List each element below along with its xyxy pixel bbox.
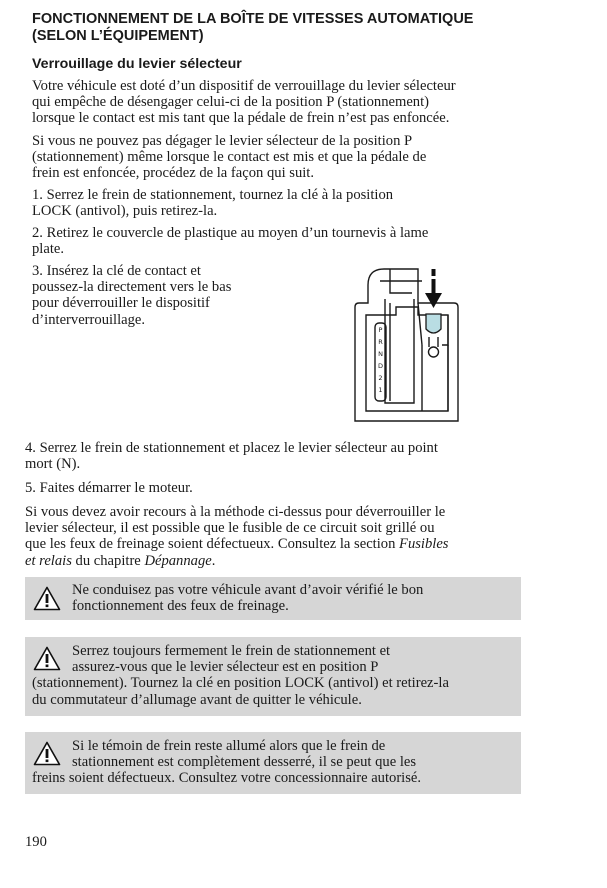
text-run: que les feux de freinage soient défectueux. Consultez la section (25, 536, 400, 553)
text-line: lorsque le contact est mis tant que la pédale de frein n’est pas enfoncée. (32, 110, 450, 127)
page-number: 190 (25, 834, 47, 850)
text-line: 1. Serrez le frein de stationnement, tournez la clé à la position (32, 187, 394, 203)
title-line: FONCTIONNEMENT DE LA BOÎTE DE VITESSES AUTOMATIQUE (32, 11, 474, 27)
gear-shifter-illustration (352, 263, 464, 425)
step-5 (25, 480, 193, 496)
section-reference: Fusibles (399, 536, 449, 553)
text-line: 4. Serrez le frein de stationnement et placez le levier sélecteur au point (25, 440, 438, 456)
warning-text (32, 643, 449, 708)
text-run: . (211, 552, 216, 569)
warning-box (25, 732, 521, 794)
warning-box (25, 577, 521, 620)
text-line (25, 553, 449, 569)
warning-box (25, 637, 521, 716)
text-line: 5. Faites démarrer le moteur. (25, 480, 193, 496)
section-subtitle: Verrouillage du levier sélecteur (32, 56, 242, 72)
gear-letter: D (377, 362, 384, 370)
text-line: plate. (32, 241, 65, 258)
gear-letter: P (378, 326, 383, 334)
text-line: Serrez toujours fermement le frein de stationnement et (72, 643, 391, 659)
text-line: pour déverrouiller le dispositif (32, 295, 210, 312)
text-run: du chapitre (71, 552, 145, 569)
text-line (25, 536, 449, 552)
text-line: (stationnement). Tournez la clé en position LOCK (antivol) et retirez-la (32, 675, 449, 692)
text-line: Votre véhicule est doté d’un dispositif de verrouillage du levier sélecteur (32, 78, 456, 94)
key-icon (426, 314, 441, 333)
text-line: poussez-la directement vers le bas (32, 279, 232, 296)
step-4 (25, 440, 438, 472)
gear-letter: N (378, 350, 383, 358)
section-reference: et relais (25, 552, 72, 569)
step-3 (32, 263, 231, 328)
text-line: Ne conduisez pas votre véhicule avant d’avoir vérifié le bon (72, 582, 424, 598)
text-line: (stationnement) même lorsque le contact est mis et que la pédale de (32, 149, 427, 166)
page-title (32, 11, 572, 45)
gear-letter: 1 (378, 386, 383, 394)
text-line: Si vous ne pouvez pas dégager le levier sélecteur de la position P (32, 133, 413, 149)
text-line: Si vous devez avoir recours à la méthode ci-dessus pour déverrouiller le (25, 504, 446, 520)
text-line: du commutateur d’allumage avant de quitter le véhicule. (32, 691, 362, 708)
warning-text (32, 582, 423, 614)
fuse-paragraph (25, 504, 449, 569)
text-line: freins soient défectueux. Consultez votre concessionnaire autorisé. (32, 770, 422, 787)
text-line: stationnement est complètement desserré, il se peut que les (72, 754, 417, 771)
gear-letter: 2 (378, 374, 383, 382)
warning-text (32, 738, 421, 787)
text-line: qui empêche de désengager celui-ci de la position P (stationnement) (32, 94, 430, 111)
arrow-down-icon (425, 269, 442, 308)
text-line: frein est enfoncée, procédez de la façon qui suit. (32, 165, 315, 182)
text-line: mort (N). (25, 456, 81, 473)
title-line: (SELON L’ÉQUIPEMENT) (32, 28, 204, 44)
condition-paragraph (32, 133, 426, 182)
text-line: LOCK (antivol), puis retirez-la. (32, 203, 218, 220)
text-line: 2. Retirez le couvercle de plastique au moyen d’un tournevis à lame (32, 225, 429, 241)
text-line: d’interverrouillage. (32, 311, 146, 328)
text-line: assurez-vous que le levier sélecteur est en position P (72, 659, 379, 676)
chapter-reference: Dépannage (144, 552, 212, 569)
text-line: fonctionnement des feux de freinage. (72, 598, 289, 615)
key-hole (429, 347, 439, 357)
intro-paragraph (32, 78, 456, 127)
text-line: Si le témoin de frein reste allumé alors que le frein de (72, 738, 386, 754)
gear-letter: R (378, 338, 383, 346)
step-1 (32, 187, 393, 219)
text-line: 3. Insérez la clé de contact et (32, 263, 201, 279)
step-2 (32, 225, 428, 257)
text-line: levier sélecteur, il est possible que le fusible de ce circuit soit grillé ou (25, 520, 435, 537)
